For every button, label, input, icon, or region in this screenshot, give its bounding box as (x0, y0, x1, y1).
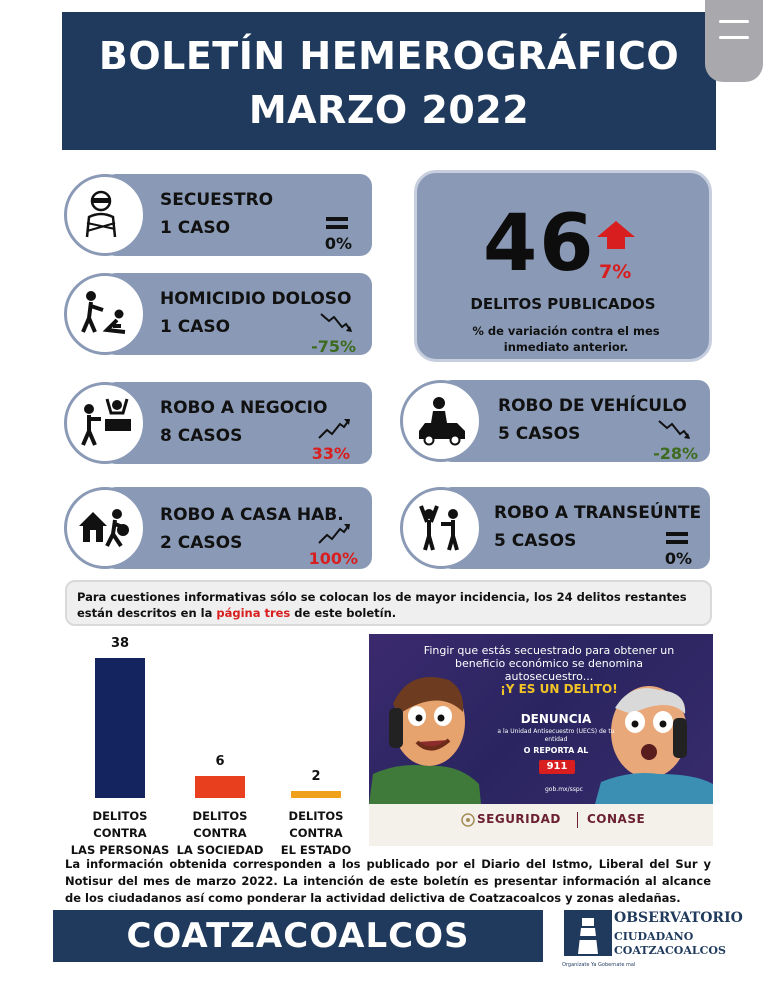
crime-card-robo-casa (64, 485, 376, 575)
chart-bar (291, 791, 341, 798)
arrow-up-icon (595, 219, 637, 251)
trend-up-icon (318, 418, 352, 440)
info-note (65, 580, 712, 626)
header-title: BOLETÍN HEMEROGRÁFICO (98, 34, 680, 78)
chart-value-label: 6 (215, 754, 225, 769)
trend-down-icon (658, 418, 692, 440)
ad-social-url: gob.mx/sspc (545, 786, 583, 793)
crime-count: 8 CASOS (160, 426, 243, 446)
total-variation: 7% (599, 261, 632, 283)
total-crimes-panel (414, 170, 712, 362)
crime-card-robo-transeunte (400, 485, 712, 575)
logo-line3: COATZACOALCOS (614, 944, 726, 957)
vehicle-robbery-icon (400, 380, 482, 462)
city-name: COATZACOALCOS (126, 916, 470, 956)
total-number: 46 (483, 199, 596, 289)
equal-icon (666, 531, 690, 545)
total-label: DELITOS PUBLICADOS (470, 295, 656, 313)
crime-card-robo-vehiculo (400, 378, 712, 468)
house-robbery-icon (64, 487, 146, 569)
chart-category-line: DELITOS CONTRA (92, 809, 148, 840)
ad-separator (577, 812, 578, 828)
chart-bar (195, 776, 245, 798)
crime-variation: 0% (324, 234, 352, 253)
ad-denuncia: DENUNCIA (520, 712, 592, 726)
menu-icon-bar (719, 20, 749, 23)
page-header (62, 12, 716, 150)
crime-category-chart (62, 632, 366, 857)
chart-category-line: LAS PERSONAS (70, 843, 170, 857)
header-date: MARZO 2022 (248, 88, 530, 132)
logo-line2: CIUDADANO (614, 930, 694, 943)
pedestrian-robbery-icon (400, 487, 482, 569)
crime-name: ROBO A NEGOCIO (160, 398, 328, 418)
equal-icon (326, 216, 350, 230)
crime-card-homicidio (64, 271, 376, 361)
ad-seguridad-logo: SEGURIDAD (477, 812, 561, 826)
crime-card-robo-negocio (64, 380, 376, 470)
chart-value-label: 38 (110, 636, 130, 651)
ad-emergency-number: 911 (539, 760, 575, 774)
chart-category-label (264, 808, 368, 859)
homicide-icon (64, 273, 146, 355)
crime-count: 5 CASOS (494, 531, 577, 551)
mexico-seal-icon (461, 812, 475, 828)
crime-name: ROBO DE VEHÍCULO (498, 396, 687, 416)
antikidnapping-campaign-image (369, 634, 713, 846)
total-note: % de variación contra el mes inmediato anterior. (472, 324, 660, 354)
ad-conase-logo: CONASE (587, 812, 646, 826)
crime-variation: 0% (664, 549, 692, 568)
chart-category-line: DELITOS CONTRA (288, 809, 344, 840)
menu-icon-bar (719, 36, 749, 39)
crime-name: ROBO A TRANSEÚNTE (494, 503, 702, 523)
chart-category-line: EL ESTADO (280, 843, 352, 857)
chart-bar (95, 658, 145, 798)
logo-line1: OBSERVATORIO (614, 910, 743, 926)
chart-category-line: DELITOS CONTRA (192, 809, 248, 840)
note-text-end: de este boletín. (290, 606, 397, 620)
business-robbery-icon (64, 382, 146, 464)
menu-button[interactable] (705, 0, 763, 82)
chart-value-label: 2 (311, 769, 321, 784)
crime-variation: -75% (311, 337, 356, 356)
crime-variation: 33% (311, 444, 350, 463)
chart-category-label (68, 808, 172, 859)
crime-count: 1 CASO (160, 218, 231, 238)
crime-card-secuestro (64, 172, 376, 262)
chart-category-label (168, 808, 272, 859)
ad-unit-text: a la Unidad Antisecuestro (UECS) de tu entidad (497, 728, 615, 743)
trend-down-icon (320, 311, 354, 333)
crime-name: SECUESTRO (160, 190, 274, 210)
kidnap-icon (64, 174, 146, 256)
crime-count: 2 CASOS (160, 533, 243, 553)
crime-name: ROBO A CASA HAB. (160, 505, 344, 525)
ad-message: Fingir que estás secuestrado para obtener un beneficio económico se denomina autosecuestro... (423, 644, 675, 683)
crime-name: HOMICIDIO DOLOSO (160, 289, 352, 309)
crime-count: 5 CASOS (498, 424, 581, 444)
ad-callout: ¡Y ES UN DELITO! (500, 682, 618, 696)
crime-count: 1 CASO (160, 317, 231, 337)
logo-slogan: Organízate Ya Gobernate mal (562, 962, 636, 968)
ad-reporta: O REPORTA AL (523, 746, 589, 755)
trend-up-icon (318, 523, 352, 545)
city-banner (53, 910, 543, 962)
observatorio-logo (562, 908, 743, 970)
crime-variation: 100% (308, 549, 358, 568)
crime-variation: -28% (653, 444, 698, 463)
page-three-link[interactable]: página tres (216, 606, 291, 620)
note-text: Para cuestiones informativas sólo se colocan los de mayor incidencia, los 24 delitos restantes están descritos en la (77, 590, 687, 620)
lighthouse-icon (564, 910, 612, 960)
footer-description: La información obtenida corresponden a los publicado por el Diario del Istmo, Liberal del Sur y Notisur del mes de marzo 2022. La intención de este boletín es presentar información al alcance de los ciudadanos así como ponderar la actividad delictiva de Coatzacoalcos y zonas aledañas. (65, 857, 711, 905)
chart-category-line: LA SOCIEDAD (176, 843, 264, 857)
